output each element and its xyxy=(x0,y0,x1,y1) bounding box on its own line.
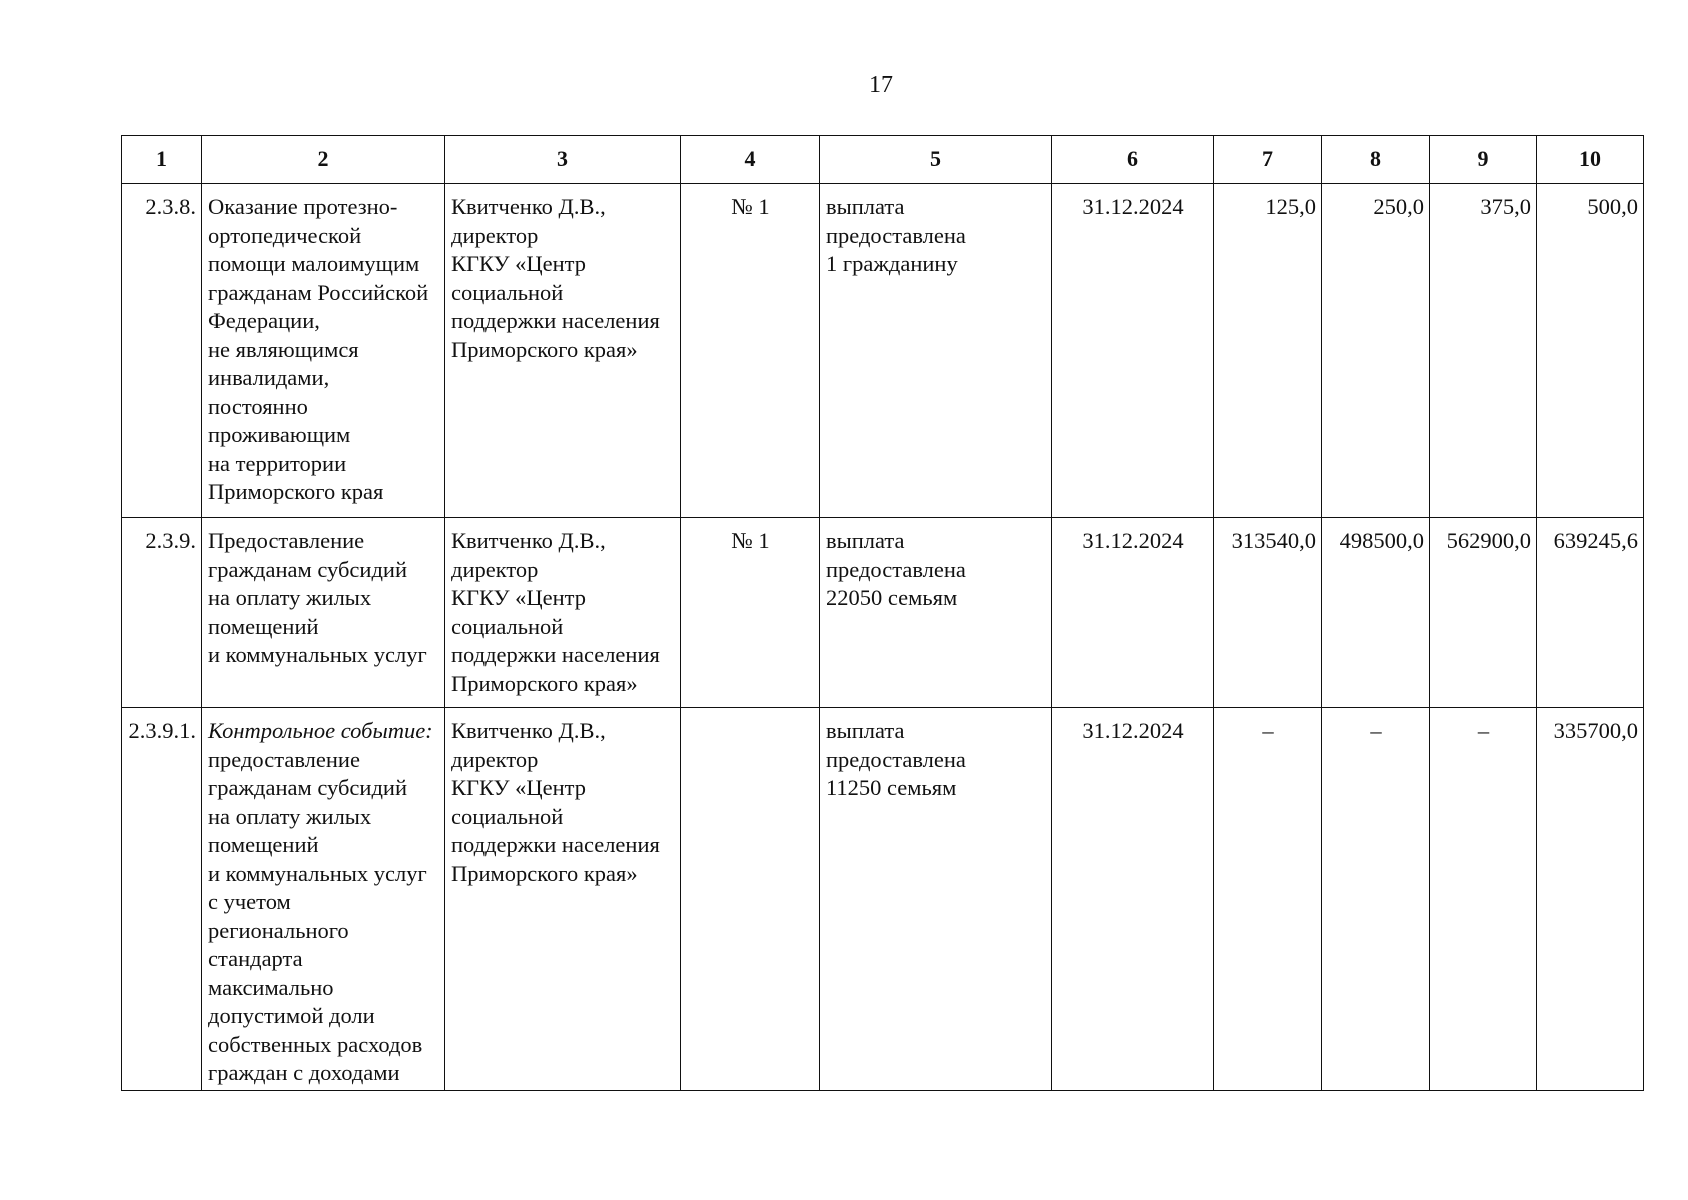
measure-name xyxy=(202,708,445,1091)
text-line: поддержки населения xyxy=(451,308,660,333)
text-line: Приморского края» xyxy=(451,336,638,362)
text-line: 1 гражданину xyxy=(826,251,958,276)
measure-name xyxy=(202,518,445,708)
value-col-10: 335700,0 xyxy=(1537,708,1644,1091)
document-number xyxy=(681,708,820,1091)
text-line: 11250 семьям xyxy=(826,775,957,800)
text-line: выплата xyxy=(826,718,905,743)
text-line: стандарта xyxy=(208,946,303,971)
text-line: Квитченко Д.В., xyxy=(451,194,606,219)
row-number: 2.3.8. xyxy=(122,184,202,518)
row-number: 2.3.9. xyxy=(122,518,202,708)
control-event-label: Контрольное событие: xyxy=(208,718,433,743)
text-line: гражданам субсидий xyxy=(208,775,407,800)
column-header: 9 xyxy=(1430,136,1537,184)
result-description xyxy=(820,708,1052,1091)
deadline-date: 31.12.2024 xyxy=(1052,184,1214,518)
column-header: 2 xyxy=(202,136,445,184)
text-line: не являющимся xyxy=(208,336,359,362)
column-header: 7 xyxy=(1214,136,1322,184)
text-line: предоставлена xyxy=(826,556,966,582)
value-col-8: 250,0 xyxy=(1322,184,1430,518)
column-header: 3 xyxy=(445,136,681,184)
text-line: КГКУ «Центр xyxy=(451,775,587,800)
text-line: Федерации, xyxy=(208,308,320,333)
result-description xyxy=(820,518,1052,708)
text-line: инвалидами, xyxy=(208,365,330,390)
text-line: директор xyxy=(451,222,539,248)
text-line: КГКУ «Центр xyxy=(451,251,587,276)
text-line: КГКУ «Центр xyxy=(451,585,587,610)
column-header: 4 xyxy=(681,136,820,184)
document-number: № 1 xyxy=(681,184,820,518)
column-header: 5 xyxy=(820,136,1052,184)
text-line: поддержки населения xyxy=(451,832,660,857)
text-line: проживающим xyxy=(208,422,351,447)
text-line: Приморского края» xyxy=(451,860,638,886)
row-number: 2.3.9.1. xyxy=(122,708,202,1091)
document-number: № 1 xyxy=(681,518,820,708)
text-line: собственных расходов xyxy=(208,1031,423,1057)
text-line: граждан с доходами xyxy=(208,1060,400,1085)
responsible-person xyxy=(445,708,681,1091)
text-line: максимально xyxy=(208,974,334,1000)
text-line: на территории xyxy=(208,450,347,476)
text-line: социальной xyxy=(451,803,564,829)
text-line: Приморского края xyxy=(208,479,384,504)
text-line: регионального xyxy=(208,917,349,943)
text-line: выплата xyxy=(826,528,905,553)
text-line: директор xyxy=(451,746,539,772)
responsible-person xyxy=(445,184,681,518)
deadline-date: 31.12.2024 xyxy=(1052,518,1214,708)
text-line: ортопедической xyxy=(208,222,362,248)
text-line: Приморского края» xyxy=(451,670,638,696)
value-col-9: – xyxy=(1430,708,1537,1091)
text-line: на оплату жилых xyxy=(208,803,372,829)
header-row xyxy=(122,136,1644,184)
text-line: предоставление xyxy=(208,746,360,772)
text-line: помещений xyxy=(208,832,319,857)
text-line: и коммунальных услуг xyxy=(208,642,427,667)
text-line: предоставлена xyxy=(826,222,966,248)
value-col-10: 639245,6 xyxy=(1537,518,1644,708)
text-line: Квитченко Д.В., xyxy=(451,528,606,553)
result-description xyxy=(820,184,1052,518)
text-line: социальной xyxy=(451,613,564,639)
table-row xyxy=(122,518,1644,708)
text-line: и коммунальных услуг xyxy=(208,860,427,886)
text-line: 22050 семьям xyxy=(826,585,958,610)
column-header: 8 xyxy=(1322,136,1430,184)
text-line: постоянно xyxy=(208,393,308,419)
value-col-9: 562900,0 xyxy=(1430,518,1537,708)
text-line: поддержки населения xyxy=(451,642,660,667)
responsible-person xyxy=(445,518,681,708)
text-line: гражданам Российской xyxy=(208,279,429,305)
plan-table xyxy=(121,135,1644,1091)
column-header: 1 xyxy=(122,136,202,184)
table-row xyxy=(122,184,1644,518)
value-col-7: 313540,0 xyxy=(1214,518,1322,708)
measure-name xyxy=(202,184,445,518)
text-line: на оплату жилых xyxy=(208,585,372,610)
text-line: Квитченко Д.В., xyxy=(451,718,606,743)
value-col-7: 125,0 xyxy=(1214,184,1322,518)
text-line: социальной xyxy=(451,279,564,305)
column-header: 10 xyxy=(1537,136,1644,184)
column-header: 6 xyxy=(1052,136,1214,184)
value-col-10: 500,0 xyxy=(1537,184,1644,518)
text-line: выплата xyxy=(826,194,905,219)
text-line: помощи малоимущим xyxy=(208,251,420,276)
deadline-date: 31.12.2024 xyxy=(1052,708,1214,1091)
value-col-8: – xyxy=(1322,708,1430,1091)
value-col-9: 375,0 xyxy=(1430,184,1537,518)
text-line: Оказание протезно- xyxy=(208,194,398,219)
text-line: с учетом xyxy=(208,889,291,914)
text-line: допустимой доли xyxy=(208,1003,375,1028)
text-line: помещений xyxy=(208,613,319,639)
text-line: гражданам субсидий xyxy=(208,556,407,582)
text-line: Предоставление xyxy=(208,528,365,553)
page-number: 17 xyxy=(869,72,893,98)
value-col-8: 498500,0 xyxy=(1322,518,1430,708)
table-row xyxy=(122,708,1644,1091)
text-line: предоставлена xyxy=(826,746,966,772)
value-col-7: – xyxy=(1214,708,1322,1091)
text-line: директор xyxy=(451,556,539,582)
